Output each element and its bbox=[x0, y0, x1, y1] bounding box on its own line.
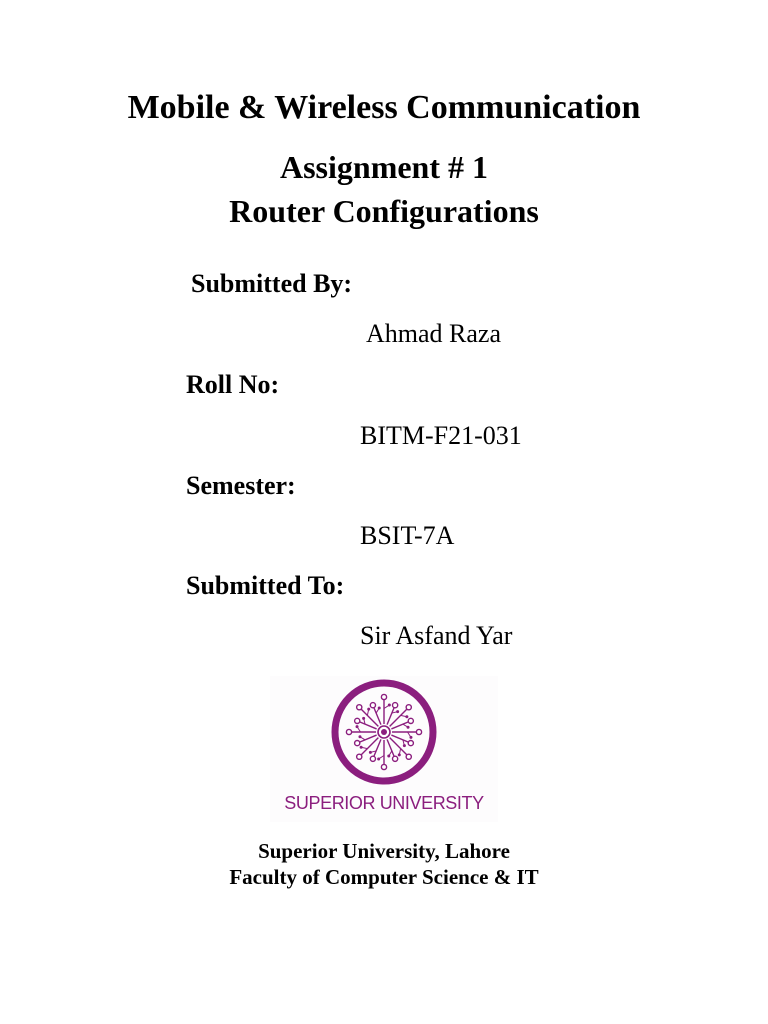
superior-university-emblem-icon bbox=[326, 678, 442, 788]
footer-university: Superior University, Lahore bbox=[258, 839, 510, 863]
semester-value: BSIT-7A bbox=[360, 521, 455, 550]
roll-no-value: BITM-F21-031 bbox=[360, 421, 522, 450]
university-logo bbox=[270, 676, 498, 822]
assignment-topic: Router Configurations bbox=[229, 193, 539, 229]
roll-no-label: Roll No: bbox=[186, 370, 280, 399]
submitted-to-label: Submitted To: bbox=[186, 571, 345, 600]
university-wordmark: SUPERIOR UNIVERSITY bbox=[284, 793, 484, 813]
semester-label: Semester: bbox=[186, 471, 296, 500]
teacher-name: Sir Asfand Yar bbox=[360, 621, 513, 650]
assignment-number: Assignment # 1 bbox=[279, 149, 488, 185]
course-title: Mobile & Wireless Communication bbox=[127, 89, 641, 126]
submitted-by-label: Submitted By: bbox=[191, 269, 353, 298]
footer-faculty: Faculty of Computer Science & IT bbox=[229, 865, 539, 889]
student-name: Ahmad Raza bbox=[366, 319, 502, 348]
